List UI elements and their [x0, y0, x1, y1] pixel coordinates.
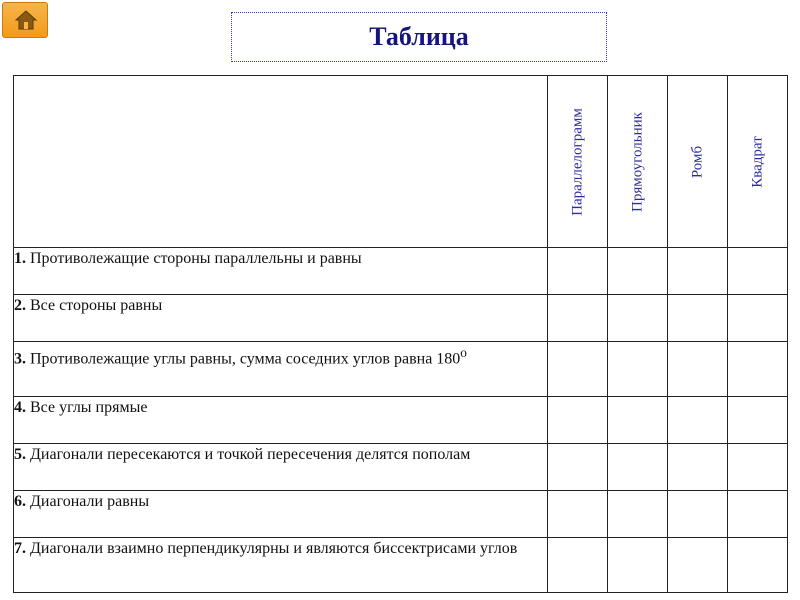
property-cell: [14, 397, 548, 444]
answer-cell-rectangle[interactable]: [608, 491, 668, 538]
property-number: 1.: [14, 250, 26, 267]
column-label: Квадрат: [749, 135, 765, 188]
property-text: Диагонали взаимно перпендикулярны и являются биссектрисами углов: [26, 540, 518, 557]
property-text: Диагонали пересекаются и точкой пересечения делятся пополам: [26, 446, 471, 463]
home-button[interactable]: [2, 2, 48, 38]
answer-cell-square[interactable]: [728, 397, 788, 444]
page-title: Таблица: [369, 22, 469, 51]
table-row: [14, 295, 788, 342]
answer-cell-square[interactable]: [728, 295, 788, 342]
home-icon: [14, 9, 38, 31]
column-label: Ромб: [689, 145, 705, 178]
property-number: 3.: [14, 350, 26, 368]
answer-cell-parallelogram[interactable]: [548, 397, 608, 444]
answer-cell-rhombus[interactable]: [668, 342, 728, 397]
answer-cell-rhombus[interactable]: [668, 295, 728, 342]
property-number: 4.: [14, 399, 26, 416]
property-text: Все стороны равны: [26, 297, 163, 314]
answer-cell-rectangle[interactable]: [608, 444, 668, 491]
answer-cell-rectangle[interactable]: [608, 397, 668, 444]
answer-cell-parallelogram[interactable]: [548, 248, 608, 295]
column-label: Параллелограмм: [569, 107, 585, 216]
answer-cell-rhombus[interactable]: [668, 397, 728, 444]
table-row: [14, 444, 788, 491]
header-row: [14, 76, 788, 248]
properties-table: [13, 75, 788, 593]
answer-cell-rectangle[interactable]: [608, 295, 668, 342]
property-cell: [14, 444, 548, 491]
answer-cell-rhombus[interactable]: [668, 538, 728, 593]
column-header-rhombus: [668, 76, 728, 248]
title-box: [231, 12, 607, 62]
answer-cell-rhombus[interactable]: [668, 248, 728, 295]
property-cell: [14, 248, 548, 295]
property-number: 7.: [14, 540, 26, 557]
answer-cell-parallelogram[interactable]: [548, 295, 608, 342]
property-cell: [14, 295, 548, 342]
property-cell: [14, 491, 548, 538]
property-number: 5.: [14, 446, 26, 463]
property-cell: [14, 342, 548, 397]
answer-cell-rectangle[interactable]: [608, 342, 668, 397]
table-row: [14, 538, 788, 593]
property-text: Все углы прямые: [26, 399, 148, 416]
answer-cell-parallelogram[interactable]: [548, 491, 608, 538]
answer-cell-square[interactable]: [728, 491, 788, 538]
property-text: Противолежащие углы равны, сумма соседних углов равна 180: [26, 350, 461, 368]
table-row: [14, 248, 788, 295]
property-number: 6.: [14, 493, 26, 510]
answer-cell-square[interactable]: [728, 444, 788, 491]
property-text: Противолежащие стороны параллельны и равны: [26, 250, 362, 267]
column-header-square: [728, 76, 788, 248]
header-blank-cell: [14, 76, 548, 248]
property-cell: [14, 538, 548, 593]
column-label: Прямоугольник: [629, 111, 645, 212]
answer-cell-rectangle[interactable]: [608, 538, 668, 593]
column-header-parallelogram: [548, 76, 608, 248]
property-text: Диагонали равны: [26, 493, 150, 510]
property-number: 2.: [14, 297, 26, 314]
table-row: [14, 491, 788, 538]
column-header-rectangle: [608, 76, 668, 248]
answer-cell-square[interactable]: [728, 248, 788, 295]
answer-cell-parallelogram[interactable]: [548, 538, 608, 593]
answer-cell-square[interactable]: [728, 342, 788, 397]
answer-cell-parallelogram[interactable]: [548, 342, 608, 397]
table-row: [14, 342, 788, 397]
answer-cell-parallelogram[interactable]: [548, 444, 608, 491]
answer-cell-square[interactable]: [728, 538, 788, 593]
table-row: [14, 397, 788, 444]
answer-cell-rectangle[interactable]: [608, 248, 668, 295]
answer-cell-rhombus[interactable]: [668, 491, 728, 538]
answer-cell-rhombus[interactable]: [668, 444, 728, 491]
degree-sign: о: [460, 345, 467, 360]
